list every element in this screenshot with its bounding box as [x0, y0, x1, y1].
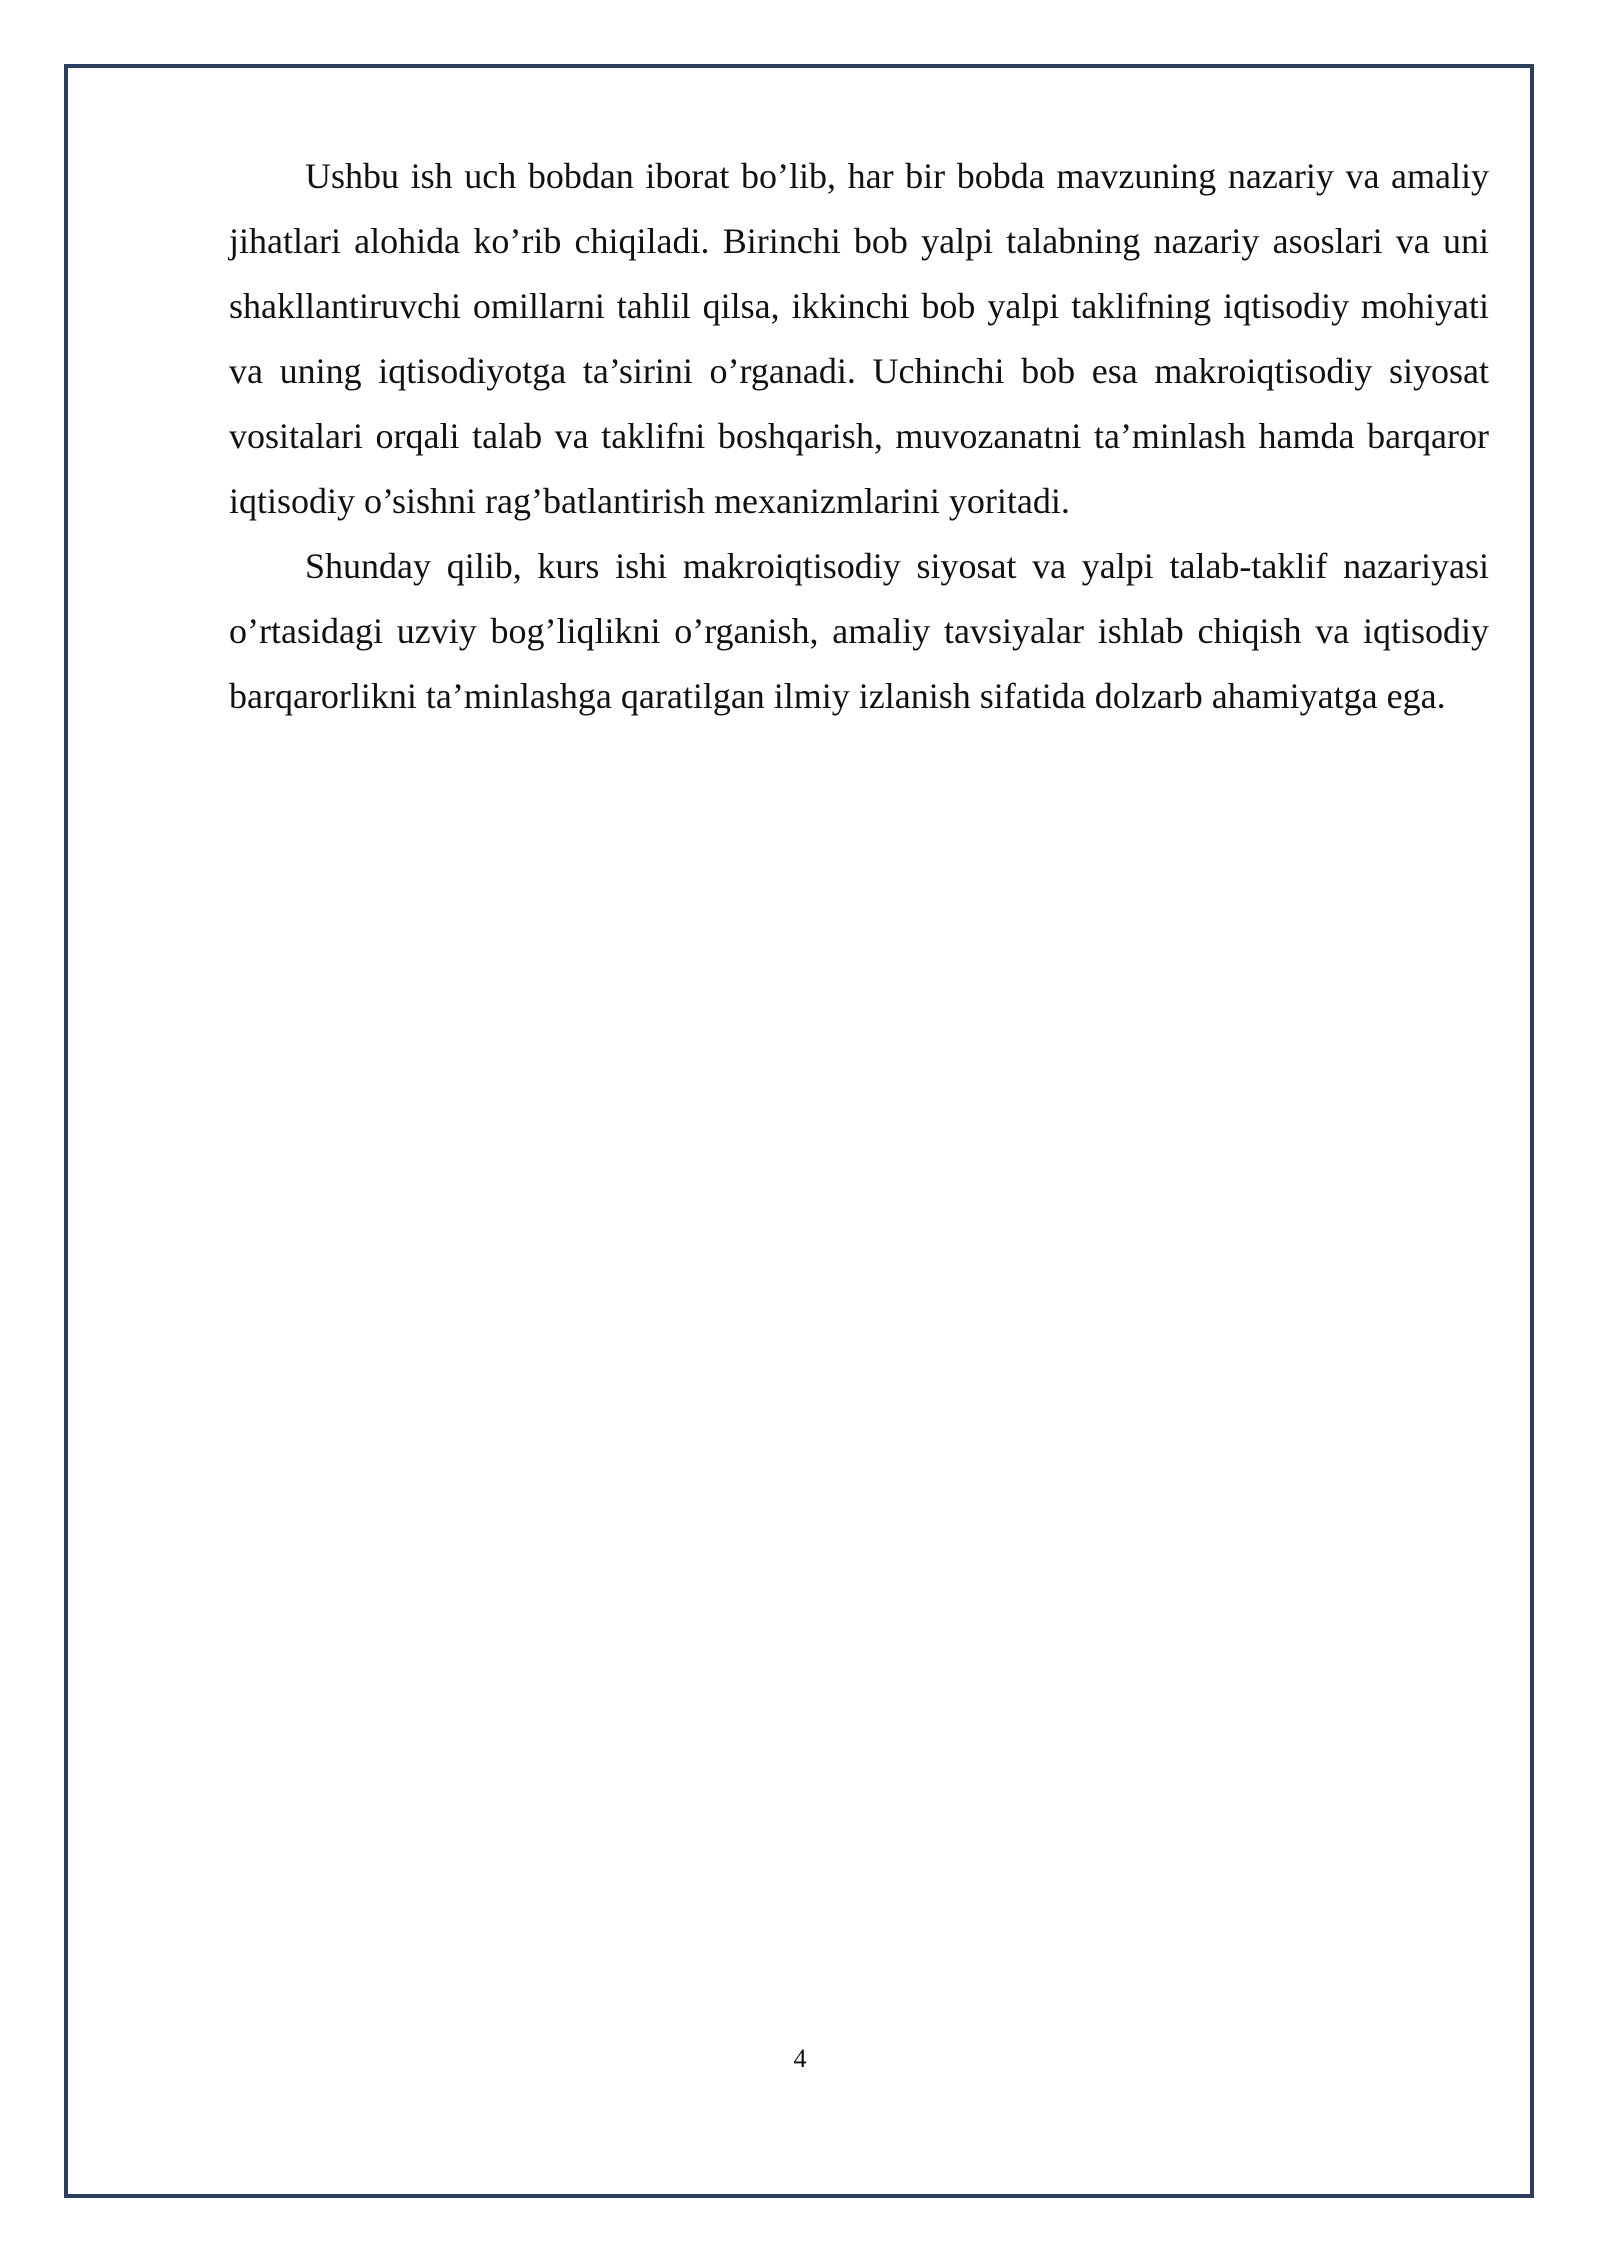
page-number: 4	[793, 2044, 807, 2073]
paragraph-chapters-overview: Ushbu ish uch bobdan iborat bo’lib, har bir bobda mavzuning nazariy va amaliy jihatlari alohida ko’rib chiqiladi. Birinchi bob yalpi talabning nazariy asoslari va uni shakllantiruvchi omillarni tahlil qilsa, ikkinchi bob yalpi taklifning iqtisodiy mohiyati va uning iqtisodiyotga ta’sirini o’rganadi. Uchinchi bob esa makroiqtisodiy siyosat vositalari orqali talab va taklifni boshqarish, muvozanatni ta’minlash hamda barqaror iqtisodiy o’sishni rag’batlantirish mexanizmlarini yoritadi.	[229, 156, 1489, 521]
paragraph-conclusion: Shunday qilib, kurs ishi makroiqtisodiy siyosat va yalpi talab-taklif nazariyasi o’rtasidagi uzviy bog’liqlikni o’rganish, amaliy tavsiyalar ishlab chiqish va iqtisodiy barqarorlikni ta’minlashga qaratilgan ilmiy izlanish sifatida dolzarb ahamiyatga ega.	[229, 546, 1489, 716]
document-body	[229, 144, 1489, 729]
